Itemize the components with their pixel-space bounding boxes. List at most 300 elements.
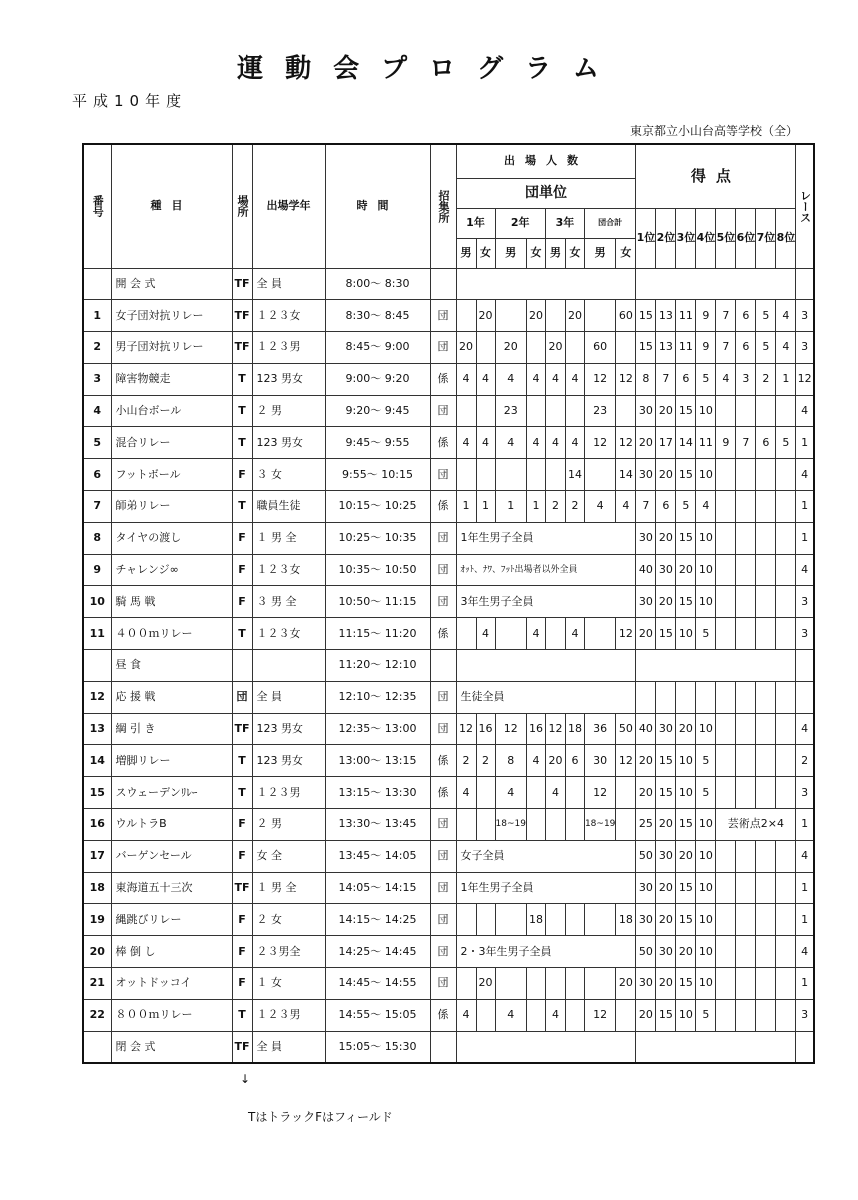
row-number: 4: [83, 395, 111, 427]
rank-points: 10: [696, 554, 716, 586]
participant-count: [545, 618, 565, 650]
rank-points: 30: [636, 395, 656, 427]
place-code: TF: [232, 268, 252, 300]
rank-points: 11: [696, 427, 716, 459]
header-female: 女: [526, 238, 545, 268]
grade-label: １ 女: [252, 968, 325, 1000]
rank-points: 10: [696, 968, 716, 1000]
grade-label: 123 男女: [252, 745, 325, 777]
participant-count: 23: [584, 395, 615, 427]
event-name: 師弟リレー: [111, 491, 232, 523]
participant-count: 2: [456, 745, 476, 777]
empty-cell: [636, 650, 796, 682]
rank-points: [776, 999, 796, 1031]
row-number: 15: [83, 777, 111, 809]
call-place: 団: [430, 300, 456, 332]
rank-points: 15: [676, 968, 696, 1000]
table-row: [83, 713, 814, 745]
rank-points: [776, 904, 796, 936]
participant-count: [565, 332, 584, 364]
rank-points: [716, 713, 736, 745]
rank-points: 40: [636, 713, 656, 745]
row-number: [83, 1031, 111, 1063]
call-place: 団: [430, 713, 456, 745]
participant-count: 4: [616, 491, 636, 523]
participant-count: 1: [476, 491, 495, 523]
header-participants: 出場人数: [456, 144, 636, 178]
rank-points: [676, 681, 696, 713]
rank-points: 5: [696, 618, 716, 650]
row-number: 7: [83, 491, 111, 523]
grade-label: 女 全: [252, 840, 325, 872]
participant-count: 4: [476, 618, 495, 650]
time-range: 9:00～ 9:20: [325, 363, 430, 395]
participant-count: [456, 904, 476, 936]
header-male: 男: [456, 238, 476, 268]
grade-label: 123 男女: [252, 427, 325, 459]
program-table: [82, 143, 815, 1064]
table-row: [83, 904, 814, 936]
rank-points: 11: [676, 300, 696, 332]
participant-count: 4: [526, 745, 545, 777]
participant-count: 12: [584, 427, 615, 459]
participant-count: [456, 968, 476, 1000]
race-count: 4: [796, 395, 814, 427]
participant-count: [476, 459, 495, 491]
rank-points: [756, 681, 776, 713]
participant-count: 8: [495, 745, 526, 777]
call-place: [430, 650, 456, 682]
rank-points: [756, 872, 776, 904]
rank-points: [756, 999, 776, 1031]
race-count: 1: [796, 968, 814, 1000]
event-name: 東海道五十三次: [111, 872, 232, 904]
participant-count: [584, 618, 615, 650]
participant-count: 4: [495, 777, 526, 809]
rank-points: [776, 395, 796, 427]
grade-label: １２３女: [252, 554, 325, 586]
rank-points: 20: [636, 999, 656, 1031]
participant-count: 4: [476, 363, 495, 395]
race-count: 4: [796, 459, 814, 491]
participant-count: [526, 999, 545, 1031]
empty-cell: [636, 1031, 796, 1063]
rank-points: 15: [636, 332, 656, 364]
rank-points: [716, 777, 736, 809]
rank-points: [736, 745, 756, 777]
grade-label: ３ 女: [252, 459, 325, 491]
rank-points: [736, 968, 756, 1000]
place-code: TF: [232, 300, 252, 332]
participant-count: 18~19: [584, 809, 615, 841]
time-range: 12:35～ 13:00: [325, 713, 430, 745]
place-code: F: [232, 840, 252, 872]
call-place: 団: [430, 809, 456, 841]
rank-points: [776, 968, 796, 1000]
place-code: F: [232, 968, 252, 1000]
race-count: 4: [796, 554, 814, 586]
participant-count: 60: [616, 300, 636, 332]
participant-count: [584, 904, 615, 936]
rank-points: 10: [676, 777, 696, 809]
rank-points: 9: [696, 300, 716, 332]
rank-points: 20: [676, 840, 696, 872]
rank-points: 20: [636, 777, 656, 809]
event-name: ８００ｍリレー: [111, 999, 232, 1031]
rank-points: [736, 554, 756, 586]
participant-count: [476, 904, 495, 936]
header-rank-4: 4位: [696, 208, 716, 268]
rank-points: [716, 459, 736, 491]
participant-count: [476, 999, 495, 1031]
table-row: [83, 554, 814, 586]
event-name: 縄跳びリレー: [111, 904, 232, 936]
empty-cell: [636, 268, 796, 300]
place-code: T: [232, 491, 252, 523]
call-place: 団: [430, 681, 456, 713]
rank-points: [756, 968, 776, 1000]
rank-points: 20: [656, 395, 676, 427]
event-name: 小山台ボール: [111, 395, 232, 427]
table-row: [83, 300, 814, 332]
header-rank-1: 1位: [636, 208, 656, 268]
rank-points: 30: [656, 554, 676, 586]
table-row: [83, 777, 814, 809]
participant-count: [545, 904, 565, 936]
rank-points: [776, 554, 796, 586]
table-row: [83, 363, 814, 395]
event-name: 混合リレー: [111, 427, 232, 459]
place-code: T: [232, 363, 252, 395]
participant-count: 18~19: [495, 809, 526, 841]
rank-points: 15: [676, 904, 696, 936]
rank-points: [776, 586, 796, 618]
rank-points: 30: [636, 872, 656, 904]
participant-count: 12: [456, 713, 476, 745]
empty-cell: [796, 268, 814, 300]
rank-points: 15: [656, 777, 676, 809]
rank-points: 10: [676, 745, 696, 777]
participant-count: [545, 459, 565, 491]
rank-points: [776, 522, 796, 554]
place-code: F: [232, 809, 252, 841]
rank-points: [656, 681, 676, 713]
participants-note: 3年生男子全員: [456, 586, 636, 618]
time-range: 9:45～ 9:55: [325, 427, 430, 459]
rank-points: 20: [656, 968, 676, 1000]
participant-count: 18: [565, 713, 584, 745]
time-range: 9:55～ 10:15: [325, 459, 430, 491]
header-rank-3: 3位: [676, 208, 696, 268]
rank-points: [776, 936, 796, 968]
header-points: 得点: [636, 144, 796, 208]
rank-points: [736, 713, 756, 745]
place-code: T: [232, 777, 252, 809]
rank-points: 20: [656, 872, 676, 904]
call-place: 係: [430, 777, 456, 809]
header-male: 男: [545, 238, 565, 268]
header-rank-7: 7位: [756, 208, 776, 268]
race-count: 2: [796, 745, 814, 777]
participant-count: 4: [495, 363, 526, 395]
grade-label: 全 員: [252, 1031, 325, 1063]
rank-points: [736, 904, 756, 936]
grade-label: [252, 650, 325, 682]
rank-points: 1: [776, 363, 796, 395]
event-name: 増脚リレー: [111, 745, 232, 777]
participant-count: 12: [495, 713, 526, 745]
participant-count: [456, 300, 476, 332]
time-range: 10:25～ 10:35: [325, 522, 430, 554]
time-range: 15:05～ 15:30: [325, 1031, 430, 1063]
place-code: T: [232, 745, 252, 777]
grade-label: ２ 男: [252, 395, 325, 427]
rank-points: 7: [736, 427, 756, 459]
participant-count: 2: [476, 745, 495, 777]
rank-points: [736, 522, 756, 554]
rank-points: [756, 586, 776, 618]
rank-points: 15: [656, 999, 676, 1031]
rank-points: 15: [676, 809, 696, 841]
rank-points: [696, 681, 716, 713]
header-female: 女: [565, 238, 584, 268]
row-number: 6: [83, 459, 111, 491]
participant-count: 20: [565, 300, 584, 332]
row-number: 11: [83, 618, 111, 650]
place-code: F: [232, 554, 252, 586]
rank-points: 7: [716, 300, 736, 332]
rank-points: 4: [696, 491, 716, 523]
participant-count: 20: [476, 968, 495, 1000]
participant-count: [545, 968, 565, 1000]
participant-count: [495, 904, 526, 936]
participant-count: [495, 618, 526, 650]
rank-points: 30: [636, 522, 656, 554]
participant-count: [456, 459, 476, 491]
grade-label: ３ 男 全: [252, 586, 325, 618]
row-number: 8: [83, 522, 111, 554]
participant-count: 60: [584, 332, 615, 364]
race-count: 3: [796, 300, 814, 332]
participant-count: [526, 968, 545, 1000]
down-arrow-icon: ↓: [240, 1072, 251, 1086]
rank-points: 14: [676, 427, 696, 459]
rank-points: 10: [696, 713, 716, 745]
participant-count: 4: [565, 618, 584, 650]
participant-count: [616, 809, 636, 841]
row-number: [83, 650, 111, 682]
header-grade-2: 2年: [495, 208, 545, 238]
rank-points: [756, 840, 776, 872]
place-code: F: [232, 459, 252, 491]
rank-points: [756, 554, 776, 586]
rank-points: [756, 777, 776, 809]
rank-points: [756, 522, 776, 554]
rank-points: 13: [656, 332, 676, 364]
participant-count: 12: [584, 363, 615, 395]
event-name: 男子団対抗リレー: [111, 332, 232, 364]
race-count: 1: [796, 427, 814, 459]
time-range: 14:55～ 15:05: [325, 999, 430, 1031]
place-code: T: [232, 618, 252, 650]
table-row: [83, 268, 814, 300]
race-count: 3: [796, 777, 814, 809]
event-name: 昼 食: [111, 650, 232, 682]
call-place: 係: [430, 427, 456, 459]
rank-points: 20: [676, 713, 696, 745]
row-number: 16: [83, 809, 111, 841]
rank-points: [716, 872, 736, 904]
rank-points: 7: [656, 363, 676, 395]
rank-points: 10: [676, 618, 696, 650]
participants-note: 1年生男子全員: [456, 522, 636, 554]
rank-points: [716, 681, 736, 713]
empty-cell: [456, 1031, 636, 1063]
place-code: [232, 650, 252, 682]
table-row: [83, 586, 814, 618]
participant-count: 12: [584, 999, 615, 1031]
artistic-points: 芸術点2×4: [716, 809, 796, 841]
table-row: [83, 745, 814, 777]
header-rank-8: 8位: [776, 208, 796, 268]
row-number: 10: [83, 586, 111, 618]
grade-label: ２ 男: [252, 809, 325, 841]
table-row: [83, 427, 814, 459]
grade-label: １ 男 全: [252, 872, 325, 904]
header-total: 団合計: [584, 208, 635, 238]
participant-count: 20: [456, 332, 476, 364]
table-row: [83, 491, 814, 523]
call-place: 係: [430, 491, 456, 523]
row-number: 2: [83, 332, 111, 364]
participant-count: 12: [616, 618, 636, 650]
rank-points: [716, 999, 736, 1031]
participant-count: [495, 300, 526, 332]
participant-count: [565, 809, 584, 841]
grade-label: 123 男女: [252, 363, 325, 395]
row-number: 19: [83, 904, 111, 936]
header-grade-3: 3年: [545, 208, 584, 238]
participant-count: 1: [495, 491, 526, 523]
header-call: 招集所: [430, 144, 456, 268]
rank-points: [776, 872, 796, 904]
participant-count: 36: [584, 713, 615, 745]
grade-label: １２３男: [252, 777, 325, 809]
call-place: 係: [430, 745, 456, 777]
call-place: 係: [430, 618, 456, 650]
grade-label: １２３男: [252, 332, 325, 364]
participants-note: 1年生男子全員: [456, 872, 636, 904]
grade-label: 123 男女: [252, 713, 325, 745]
rank-points: 5: [756, 300, 776, 332]
rank-points: [736, 618, 756, 650]
participant-count: 20: [545, 745, 565, 777]
rank-points: 13: [656, 300, 676, 332]
participant-count: [456, 809, 476, 841]
rank-points: [756, 713, 776, 745]
rank-points: 15: [636, 300, 656, 332]
participant-count: 4: [526, 618, 545, 650]
rank-points: 30: [636, 904, 656, 936]
rank-points: 15: [676, 459, 696, 491]
time-range: 9:20～ 9:45: [325, 395, 430, 427]
participant-count: 6: [565, 745, 584, 777]
time-range: 13:00～ 13:15: [325, 745, 430, 777]
race-count: 3: [796, 618, 814, 650]
table-row: [83, 459, 814, 491]
time-range: 10:35～ 10:50: [325, 554, 430, 586]
participant-count: [565, 904, 584, 936]
header-rank-2: 2位: [656, 208, 676, 268]
rank-points: [756, 395, 776, 427]
participant-count: 4: [584, 491, 615, 523]
rank-points: 5: [756, 332, 776, 364]
participant-count: 4: [476, 427, 495, 459]
rank-points: [756, 936, 776, 968]
participant-count: 30: [584, 745, 615, 777]
participant-count: 23: [495, 395, 526, 427]
participant-count: [526, 777, 545, 809]
rank-points: [756, 459, 776, 491]
table-row: [83, 999, 814, 1031]
rank-points: 3: [736, 363, 756, 395]
participant-count: 4: [495, 427, 526, 459]
rank-points: [756, 904, 776, 936]
time-range: 14:25～ 14:45: [325, 936, 430, 968]
participant-count: [476, 809, 495, 841]
row-number: [83, 268, 111, 300]
event-name: 開 会 式: [111, 268, 232, 300]
participants-note: 2・3年生男子全員: [456, 936, 636, 968]
grade-label: ２３男全: [252, 936, 325, 968]
participant-count: [616, 777, 636, 809]
rank-points: [736, 586, 756, 618]
rank-points: 20: [656, 809, 676, 841]
time-range: 13:30～ 13:45: [325, 809, 430, 841]
participant-count: [495, 968, 526, 1000]
rank-points: [716, 586, 736, 618]
participant-count: 12: [584, 777, 615, 809]
race-count: 1: [796, 522, 814, 554]
call-place: 団: [430, 522, 456, 554]
header-place: 場所: [232, 144, 252, 268]
rank-points: [736, 491, 756, 523]
race-count: 1: [796, 491, 814, 523]
header-race: レース: [796, 144, 814, 268]
participant-count: 12: [616, 745, 636, 777]
event-name: 閉 会 式: [111, 1031, 232, 1063]
header-grade: 出場学年: [252, 144, 325, 268]
event-name: 障害物競走: [111, 363, 232, 395]
table-row: [83, 650, 814, 682]
rank-points: [716, 395, 736, 427]
rank-points: 10: [696, 840, 716, 872]
page-title: 運動会プログラム: [237, 54, 621, 84]
grade-label: 職員生徒: [252, 491, 325, 523]
place-code: 団: [232, 681, 252, 713]
participants-note: 女子全員: [456, 840, 636, 872]
time-range: 11:20～ 12:10: [325, 650, 430, 682]
time-range: 12:10～ 12:35: [325, 681, 430, 713]
participant-count: 4: [456, 777, 476, 809]
rank-points: [756, 491, 776, 523]
participant-count: 4: [456, 999, 476, 1031]
rank-points: 10: [696, 395, 716, 427]
legend-note: TはトラックFはフィールド: [248, 1110, 393, 1124]
grade-label: 全 員: [252, 268, 325, 300]
event-name: フットボール: [111, 459, 232, 491]
race-count: 4: [796, 840, 814, 872]
